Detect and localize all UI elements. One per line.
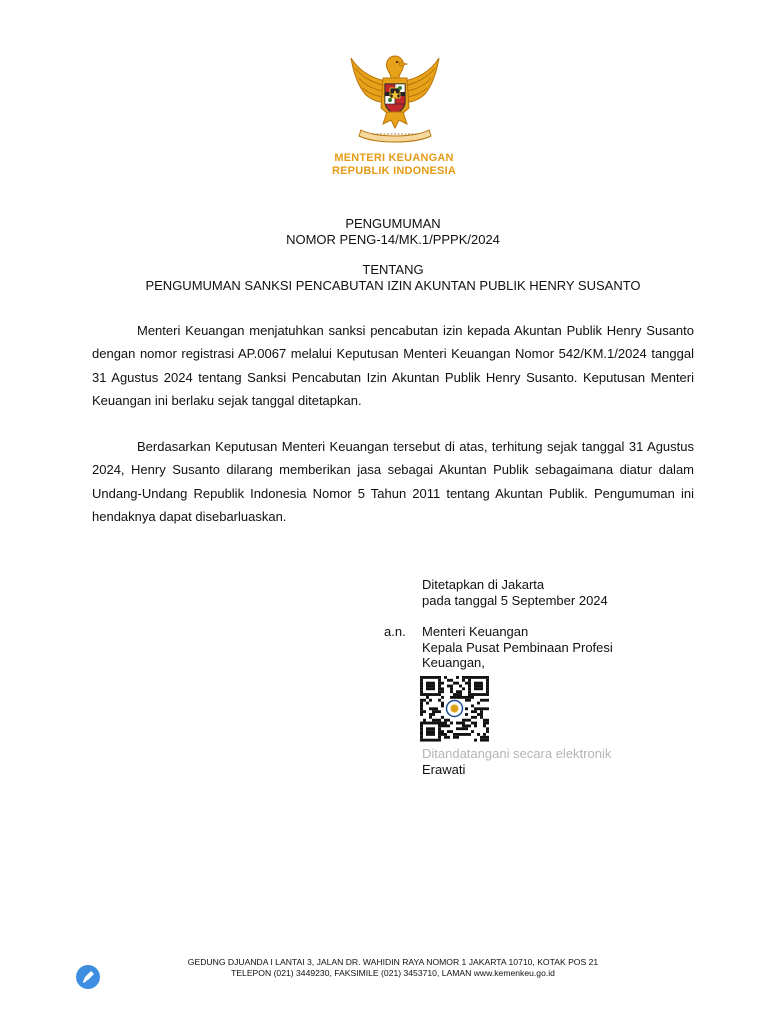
on-behalf-marker: a.n. <box>384 624 406 639</box>
subject-text: PENGUMUMAN SANKSI PENCABUTAN IZIN AKUNTAN PUBLIK HENRY SUSANTO <box>145 277 641 293</box>
signer-name: Erawati <box>422 762 466 777</box>
enactment-place-date <box>422 577 608 608</box>
country-name: REPUBLIK INDONESIA <box>332 165 456 177</box>
footer <box>92 957 694 979</box>
enactment-place: Ditetapkan di Jakarta <box>422 577 545 592</box>
office-line-3: Keuangan, <box>422 655 485 670</box>
electronic-signature-note: Ditandatangani secara elektronik <box>422 746 612 761</box>
announcement-subject <box>92 262 694 293</box>
ministry-letterhead <box>300 152 488 178</box>
announcement-label: PENGUMUMAN <box>345 216 441 231</box>
body-paragraph-1: Menteri Keuangan menjatuhkan sanksi pencabutan izin kepada Akuntan Publik Henry Susanto dengan nomor registrasi AP.0067 melalui Keputusan Menteri Keuangan Nomor 542/KM.1/2024 tanggal 31 Agustus 2024 tentang Sanksi Pencabutan Izin Akuntan Publik Henry Susanto. Keputusan Menteri Keuangan ini berlaku sejak tanggal ditetapkan. <box>92 323 694 408</box>
footer-address: GEDUNG DJUANDA I LANTAI 3, JALAN DR. WAHIDIN RAYA NOMOR 1 JAKARTA 10710, KOTAK POS 21 <box>187 957 599 967</box>
about-label: TENTANG <box>362 262 424 277</box>
announcement-number: NOMOR PENG-14/MK.1/PPPK/2024 <box>286 231 500 247</box>
garuda-emblem-icon <box>347 50 443 144</box>
body-paragraph-2: Berdasarkan Keputusan Menteri Keuangan tersebut di atas, terhitung sejak tanggal 31 Agustus 2024, Henry Susanto dilarang memberikan jasa sebagai Akuntan Publik sebagaimana diatur dalam Undang-Undang Republik Indonesia Nomor 5 Tahun 2011 tentang Akuntan Publik. Pengumuman ini hendaknya dapat disebarluaskan. <box>92 439 694 524</box>
enactment-date: pada tanggal 5 September 2024 <box>422 592 608 608</box>
pen-icon <box>76 965 100 989</box>
ministry-name: MENTERI KEUANGAN <box>334 152 454 164</box>
announcement-heading <box>92 216 694 247</box>
sign-tool-button[interactable] <box>76 965 100 989</box>
qr-code-icon <box>419 676 491 744</box>
footer-contact: TELEPON (021) 3449230, FAKSIMILE (021) 3453710, LAMAN www.kemenkeu.go.id <box>231 968 555 978</box>
office-line-2: Kepala Pusat Pembinaan Profesi <box>422 639 613 655</box>
signatory-office <box>422 624 613 671</box>
office-line-1: Menteri Keuangan <box>422 624 529 639</box>
